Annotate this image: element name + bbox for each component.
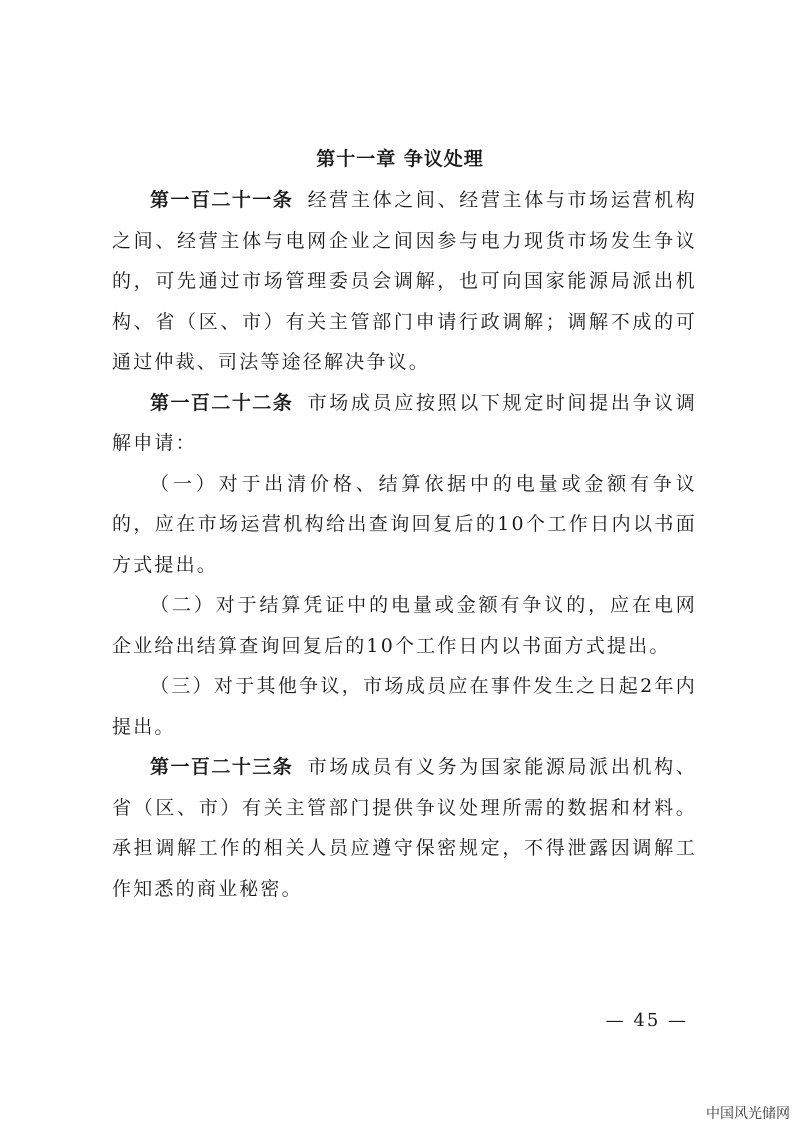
watermark: 中国风光储网	[706, 1106, 790, 1122]
article-122-label: 第一百二十二条	[150, 391, 294, 414]
article-122	[112, 383, 697, 464]
article-122-item-1: （一）对于出清价格、结算依据中的电量或金额有争议的，应在市场运营机构给出查询回复后的10个工作日内以书面方式提出。	[112, 472, 697, 576]
article-121-text: 经营主体之间、经营主体与市场运营机构之间、经营主体与电网企业之间因参与电力现货市场发生争议的，可先通过市场管理委员会调解，也可向国家能源局派出机构、省（区、市）有关主管部门申请行政调解；调解不成的可通过仲裁、司法等途径解决争议。	[112, 189, 697, 373]
chapter-title: 第十一章 争议处理	[316, 148, 484, 170]
article-122-text: 市场成员应按照以下规定时间提出争议调解申请：	[112, 391, 697, 454]
document-body	[112, 180, 697, 909]
article-121-label: 第一百二十一条	[150, 189, 294, 211]
article-122-item-2: （二）对于结算凭证中的电量或金额有争议的，应在电网企业给出结算查询回复后的10个工作日内以书面方式提出。	[112, 594, 697, 657]
article-123-text: 市场成员有义务为国家能源局派出机构、省（区、市）有关主管部门提供争议处理所需的数据和材料。承担调解工作的相关人员应遵守保密规定，不得泄露因调解工作知悉的商业秘密。	[112, 756, 697, 900]
page-number: — 45 —	[605, 1010, 688, 1031]
article-123	[112, 747, 697, 909]
article-122-item-3: （三）对于其他争议，市场成员应在事件发生之日起2年内提出。	[112, 675, 697, 738]
article-123-label: 第一百二十三条	[150, 756, 294, 778]
article-121	[112, 180, 697, 383]
